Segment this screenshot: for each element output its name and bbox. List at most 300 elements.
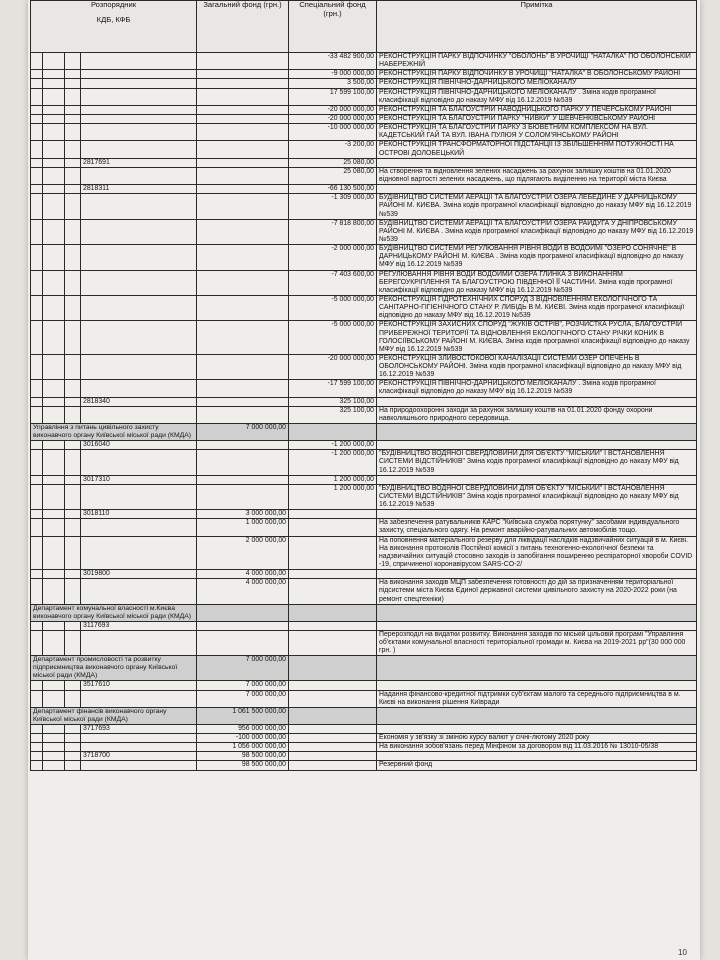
special-fund-amount: -5 000 000,00	[289, 295, 377, 320]
tree-cell-1	[31, 185, 43, 194]
tree-cell-1	[31, 194, 43, 219]
special-fund-amount: -20 000 000,00	[289, 105, 377, 114]
table-row	[31, 321, 697, 355]
tree-cell-1	[31, 295, 43, 320]
note-text	[377, 656, 697, 681]
tree-cell-2	[43, 630, 65, 655]
general-fund-amount: 3 000 000,00	[197, 510, 289, 519]
general-fund-amount: 7 000 000,00	[197, 424, 289, 441]
tree-cell-2	[43, 690, 65, 707]
tree-cell-3	[65, 158, 81, 167]
general-fund-amount	[197, 630, 289, 655]
note-text: РЕКОНСТРУКЦІЯ ПІВНІЧНО-ДАРНИЦЬКОГО МЕЛІОКАНАЛУ	[377, 79, 697, 88]
program-code: 3016040	[81, 441, 197, 450]
special-fund-amount	[289, 707, 377, 724]
tree-cell-2	[43, 510, 65, 519]
program-code	[81, 105, 197, 114]
tree-cell-3	[65, 219, 81, 244]
special-fund-amount: -20 000 000,00	[289, 114, 377, 123]
special-fund-amount: -33 482 900,00	[289, 53, 377, 70]
general-fund-amount	[197, 185, 289, 194]
tree-cell-1	[31, 354, 43, 379]
header-note: Примітка	[377, 1, 697, 53]
general-fund-amount	[197, 158, 289, 167]
program-code: 3018110	[81, 510, 197, 519]
tree-cell-2	[43, 724, 65, 733]
special-fund-amount	[289, 761, 377, 770]
program-code	[81, 270, 197, 295]
note-text: "БУДІВНИЦТВО ВОДЯНОЇ СВЕРДЛОВИНИ ДЛЯ ОБ'ЄКТУ "МІСЬКИЙ" І ВСТАНОВЛЕННЯ СИСТЕМИ ВІДСТІЙНИКІВ" Зміна кодів програмної класифікації відповідно до наказу МФУ від 16.12.2019 №539	[377, 484, 697, 509]
tree-cell-2	[43, 79, 65, 88]
program-code	[81, 630, 197, 655]
code-row	[31, 752, 697, 761]
table-row	[31, 743, 697, 752]
note-text: РЕКОНСТРУКЦІЯ ТРАНСФОРМАТОРНОЇ ПІДСТАНЦІЇ ІЗ ЗБІЛЬШЕННЯМ ПОТУЖНОСТІ НА ОСТРОВІ ДОЛОБЕЦЬКИЙ	[377, 141, 697, 158]
organization-name: Управління з питань цивільного захисту виконавчого органу Київської міської ради (КМДА)	[31, 424, 197, 441]
program-code: 3718700	[81, 752, 197, 761]
tree-cell-1	[31, 53, 43, 70]
note-text: На природоохоронні заходи за рахунок залишку коштів на 01.01.2020 фонду охорони навколишнього природного середовища.	[377, 406, 697, 423]
code-row	[31, 724, 697, 733]
tree-cell-3	[65, 79, 81, 88]
special-fund-amount	[289, 724, 377, 733]
program-code	[81, 88, 197, 105]
table-row	[31, 579, 697, 604]
tree-cell-3	[65, 141, 81, 158]
general-fund-amount: 7 000 000,00	[197, 656, 289, 681]
general-fund-amount	[197, 70, 289, 79]
program-code	[81, 194, 197, 219]
program-code	[81, 124, 197, 141]
special-fund-amount: -10 000 000,00	[289, 124, 377, 141]
general-fund-amount	[197, 167, 289, 184]
program-code	[81, 245, 197, 270]
note-text: Перерозподіл на видатки розвитку. Виконання заходів по міській цільовій програмі "Управління об'єктами комунальної власності територіальної громади м. Києва на 2019-2021 рр"(30 000 000 грн. )	[377, 630, 697, 655]
table-row	[31, 105, 697, 114]
tree-cell-3	[65, 270, 81, 295]
general-fund-amount: -100 000 000,00	[197, 733, 289, 742]
tree-cell-3	[65, 519, 81, 536]
program-code	[81, 70, 197, 79]
tree-cell-3	[65, 484, 81, 509]
program-code: 2818340	[81, 397, 197, 406]
special-fund-amount: -5 000 000,00	[289, 321, 377, 355]
general-fund-amount	[197, 53, 289, 70]
general-fund-amount	[197, 114, 289, 123]
tree-cell-2	[43, 733, 65, 742]
tree-cell-2	[43, 475, 65, 484]
code-row	[31, 621, 697, 630]
general-fund-amount	[197, 604, 289, 621]
general-fund-amount: 98 500 000,00	[197, 752, 289, 761]
tree-cell-3	[65, 690, 81, 707]
note-text: На створення та відновлення зелених насаджень за рахунок залишку коштів на 01.01.2020 відновної вартості зелених насаджень, що підлягають виділенню на території міста Києва	[377, 167, 697, 184]
tree-cell-1	[31, 167, 43, 184]
tree-cell-3	[65, 475, 81, 484]
special-fund-amount: 325 100,00	[289, 397, 377, 406]
special-fund-amount: -9 000 000,00	[289, 70, 377, 79]
program-code	[81, 733, 197, 742]
tree-cell-1	[31, 743, 43, 752]
header-cell-kfb	[31, 1, 197, 53]
tree-cell-2	[43, 621, 65, 630]
general-fund-amount: 4 000 000,00	[197, 570, 289, 579]
general-fund-amount: 1 056 000 000,00	[197, 743, 289, 752]
tree-cell-3	[65, 406, 81, 423]
tree-cell-3	[65, 124, 81, 141]
general-fund-amount	[197, 441, 289, 450]
note-text: На виконання зобов'язань перед Мінфіном за договором від 11.03.2016 № 13010-05/38	[377, 743, 697, 752]
organization-row	[31, 707, 697, 724]
table-row	[31, 167, 697, 184]
note-text: РЕКОНСТРУКЦІЯ ПІВНІЧНО-ДАРНИЦЬКОГО МЕЛІОКАНАЛУ . Зміна кодів програмної класифікації відповідно до наказу МФУ від 16.12.2019 №539	[377, 380, 697, 397]
note-text	[377, 185, 697, 194]
table-body	[31, 53, 697, 771]
program-code	[81, 114, 197, 123]
tree-cell-2	[43, 167, 65, 184]
program-code: 2818311	[81, 185, 197, 194]
table-row	[31, 380, 697, 397]
program-code	[81, 321, 197, 355]
tree-cell-3	[65, 450, 81, 475]
code-row	[31, 185, 697, 194]
note-text: РЕКОНСТРУКЦІЯ ПАРКУ ВІДПОЧИНКУ В УРОЧИЩІ "НАТАЛКА" В ОБОЛОНСЬКОМУ РАЙОНІ	[377, 70, 697, 79]
tree-cell-3	[65, 761, 81, 770]
note-text: На забезпечення ратувальників КАРС "Київська служба порятунку" засобами індивідуального захисту, спеціального одягу. На ремонт аварійно-ратувальних автомобілів тощо.	[377, 519, 697, 536]
tree-cell-2	[43, 245, 65, 270]
tree-cell-3	[65, 105, 81, 114]
general-fund-amount	[197, 105, 289, 114]
special-fund-amount	[289, 579, 377, 604]
tree-cell-3	[65, 70, 81, 79]
tree-cell-1	[31, 733, 43, 742]
tree-cell-1	[31, 158, 43, 167]
tree-cell-2	[43, 450, 65, 475]
tree-cell-3	[65, 88, 81, 105]
general-fund-amount	[197, 406, 289, 423]
tree-cell-1	[31, 141, 43, 158]
program-code	[81, 354, 197, 379]
tree-cell-3	[65, 510, 81, 519]
tree-cell-3	[65, 441, 81, 450]
tree-cell-2	[43, 185, 65, 194]
tree-cell-1	[31, 397, 43, 406]
tree-cell-2	[43, 70, 65, 79]
special-fund-amount	[289, 424, 377, 441]
general-fund-amount: 956 000 000,00	[197, 724, 289, 733]
note-text: РЕКОНСТРУКЦІЯ ЗЛИВОСТОКОВОЇ КАНАЛІЗАЦІЇ СИСТЕМИ ОЗЕР ОПЕЧЕНЬ В ОБОЛОНСЬКОМУ РАЙОНІ. Зміна кодів програмної класифікації відповідно до наказу МФУ від 16.12.2019 №539	[377, 354, 697, 379]
code-row	[31, 475, 697, 484]
tree-cell-1	[31, 70, 43, 79]
table-row	[31, 141, 697, 158]
program-code	[81, 219, 197, 244]
table-row	[31, 761, 697, 770]
organization-row	[31, 424, 697, 441]
header-special-fund: Спеціальний фонд (грн.)	[289, 1, 377, 53]
special-fund-amount: 3 500,00	[289, 79, 377, 88]
program-code	[81, 53, 197, 70]
general-fund-amount	[197, 219, 289, 244]
tree-cell-1	[31, 114, 43, 123]
program-code	[81, 450, 197, 475]
special-fund-amount	[289, 743, 377, 752]
special-fund-amount	[289, 656, 377, 681]
program-code	[81, 141, 197, 158]
tree-cell-1	[31, 105, 43, 114]
general-fund-amount: 1 061 500 000,00	[197, 707, 289, 724]
tree-cell-1	[31, 88, 43, 105]
general-fund-amount	[197, 484, 289, 509]
special-fund-amount: 325 100,00	[289, 406, 377, 423]
special-fund-amount: 17 599 100,00	[289, 88, 377, 105]
general-fund-amount	[197, 79, 289, 88]
program-code: 3717693	[81, 724, 197, 733]
code-row	[31, 510, 697, 519]
code-row	[31, 397, 697, 406]
program-code: 3019800	[81, 570, 197, 579]
note-text: Економія у зв'язку зі зміною курсу валют у січні-лютому 2020 року	[377, 733, 697, 742]
general-fund-amount	[197, 124, 289, 141]
special-fund-amount	[289, 621, 377, 630]
tree-cell-3	[65, 185, 81, 194]
tree-cell-1	[31, 441, 43, 450]
special-fund-amount	[289, 536, 377, 570]
note-text	[377, 158, 697, 167]
general-fund-amount	[197, 380, 289, 397]
general-fund-amount: 2 000 000,00	[197, 536, 289, 570]
special-fund-amount	[289, 570, 377, 579]
tree-cell-2	[43, 88, 65, 105]
tree-cell-3	[65, 114, 81, 123]
note-text: "БУДІВНИЦТВО ВОДЯНОЇ СВЕРДЛОВИНИ ДЛЯ ОБ'ЄКТУ "МІСЬКИЙ" І ВСТАНОВЛЕННЯ СИСТЕМИ ВІДСТІЙНИКІВ" Зміна кодів програмної класифікації відповідно до наказу МФУ від 16.12.2019 №539	[377, 450, 697, 475]
tree-cell-2	[43, 519, 65, 536]
organization-row	[31, 604, 697, 621]
note-text: РЕКОНСТРУКЦІЯ ПАРКУ ВІДПОЧИНКУ "ОБОЛОНЬ" В УРОЧИЩІ "НАТАЛКА" ПО ОБОЛОНСЬКІЙ НАБЕРЕЖНІЙ	[377, 53, 697, 70]
tree-cell-1	[31, 321, 43, 355]
table-row	[31, 79, 697, 88]
special-fund-amount: -66 130 500,00	[289, 185, 377, 194]
special-fund-amount: -3 200,00	[289, 141, 377, 158]
tree-cell-2	[43, 194, 65, 219]
tree-cell-2	[43, 406, 65, 423]
tree-cell-2	[43, 321, 65, 355]
special-fund-amount: -1 309 000,00	[289, 194, 377, 219]
general-fund-amount	[197, 450, 289, 475]
organization-name: Департамент комунальної власності м.Києва виконавчого органу Київської міської ради (КМДА)	[31, 604, 197, 621]
table-row	[31, 484, 697, 509]
table-row	[31, 354, 697, 379]
note-text: РЕКОНСТРУКЦІЯ ЗАХИСНИХ СПОРУД "ЖУКІВ ОСТРІВ", РОЗЧИСТКА РУСЛА, БЛАГОУСТРІЙ ПРИБЕРЕЖНОЇ ТЕРИТОРІЇ ТА ВІДНОВЛЕННЯ ЕКОЛОГІЧНОГО СТАНУ РІЧКИ КОНИК В ГОЛОСІЇВСЬКОМУ РАЙОНІ М. КИЄВА. Зміна кодів програмної класифікації відповідно до наказу МФУ від 16.12.2019 №539	[377, 321, 697, 355]
program-code	[81, 579, 197, 604]
tree-cell-2	[43, 114, 65, 123]
program-code	[81, 79, 197, 88]
tree-cell-3	[65, 295, 81, 320]
tree-cell-3	[65, 397, 81, 406]
tree-cell-1	[31, 124, 43, 141]
special-fund-amount: -1 200 000,00	[289, 441, 377, 450]
tree-cell-2	[43, 761, 65, 770]
general-fund-amount	[197, 621, 289, 630]
note-text: РЕКОНСТРУКЦІЯ ТА БЛАГОУСТРІЙ НАВОДНИЦЬКОГО ПАРКУ У ПЕЧЕРСЬКОМУ РАЙОНІ	[377, 105, 697, 114]
tree-cell-2	[43, 441, 65, 450]
tree-cell-1	[31, 245, 43, 270]
special-fund-amount: 1 200 000,00	[289, 484, 377, 509]
note-text	[377, 424, 697, 441]
table-row	[31, 124, 697, 141]
table-header	[31, 1, 697, 53]
table-row	[31, 406, 697, 423]
general-fund-amount	[197, 270, 289, 295]
tree-cell-2	[43, 141, 65, 158]
note-text	[377, 441, 697, 450]
special-fund-amount: 25 080,00	[289, 158, 377, 167]
tree-cell-3	[65, 630, 81, 655]
program-code	[81, 761, 197, 770]
tree-cell-3	[65, 743, 81, 752]
tree-cell-2	[43, 270, 65, 295]
note-text: БУДІВНИЦТВО СИСТЕМИ АЕРАЦІЇ ТА БЛАГОУСТРІЙ ОЗЕРА РАЙДУГА У ДНІПРОВСЬКОМУ РАЙОНІ М. КИЄВА . Зміна кодів програмної класифікації відповідно до наказу МФУ від 16.12.2019 №539	[377, 219, 697, 244]
header-rozporiadnyk: Розпорядник	[90, 0, 137, 9]
program-code	[81, 690, 197, 707]
general-fund-amount	[197, 141, 289, 158]
tree-cell-1	[31, 450, 43, 475]
tree-cell-3	[65, 321, 81, 355]
tree-cell-3	[65, 570, 81, 579]
tree-cell-3	[65, 579, 81, 604]
special-fund-amount: 25 080,00	[289, 167, 377, 184]
table-row	[31, 53, 697, 70]
tree-cell-2	[43, 570, 65, 579]
table-row	[31, 219, 697, 244]
tree-cell-3	[65, 245, 81, 270]
special-fund-amount	[289, 604, 377, 621]
tree-cell-2	[43, 295, 65, 320]
tree-cell-2	[43, 105, 65, 114]
tree-cell-1	[31, 406, 43, 423]
program-code	[81, 519, 197, 536]
tree-cell-2	[43, 536, 65, 570]
tree-cell-1	[31, 475, 43, 484]
tree-cell-2	[43, 124, 65, 141]
note-text	[377, 570, 697, 579]
tree-cell-1	[31, 536, 43, 570]
note-text: На поповнення матеріального резерву для ліквідації наслідків надзвичайних ситуацій в м. Києві. На виконання протоколів Постійної комісії з питань техногенно-екологічної безпеки та надзвичайних ситуацій стосовно заходів із запобігання поширенню респіраторної хвороби COVID -19, спричиненої коронавірусом SARS-CO-2/	[377, 536, 697, 570]
note-text	[377, 475, 697, 484]
tree-cell-2	[43, 752, 65, 761]
tree-cell-3	[65, 380, 81, 397]
general-fund-amount: 4 000 000,00	[197, 579, 289, 604]
special-fund-amount	[289, 510, 377, 519]
tree-cell-1	[31, 219, 43, 244]
tree-cell-3	[65, 167, 81, 184]
note-text: Резервний фонд	[377, 761, 697, 770]
table-row	[31, 88, 697, 105]
tree-cell-1	[31, 519, 43, 536]
tree-cell-3	[65, 752, 81, 761]
special-fund-amount: -7 403 600,00	[289, 270, 377, 295]
tree-cell-1	[31, 724, 43, 733]
tree-cell-3	[65, 733, 81, 742]
program-code: 2817691	[81, 158, 197, 167]
table-row	[31, 690, 697, 707]
tree-cell-3	[65, 621, 81, 630]
tree-cell-2	[43, 158, 65, 167]
table-row	[31, 450, 697, 475]
special-fund-amount: -7 818 800,00	[289, 219, 377, 244]
program-code	[81, 743, 197, 752]
tree-cell-1	[31, 484, 43, 509]
tree-cell-2	[43, 743, 65, 752]
general-fund-amount	[197, 321, 289, 355]
document-page	[28, 0, 700, 960]
tree-cell-1	[31, 79, 43, 88]
page-number: 10	[678, 948, 687, 957]
special-fund-amount: -1 200 000,00	[289, 450, 377, 475]
code-row	[31, 441, 697, 450]
note-text: РЕКОНСТРУКЦІЯ ТА БЛАГОУСТРІЙ ПАРКУ З БЮВЕТНИМ КОМПЛЕКСОМ НА ВУЛ. КАДЕТСЬКИЙ ГАЙ ТА ВУЛ. ІВАНА ПУЛЮЯ У СОЛОМ'ЯНСЬКОМУ РАЙОНІ	[377, 124, 697, 141]
note-text	[377, 752, 697, 761]
general-fund-amount	[197, 245, 289, 270]
code-row	[31, 570, 697, 579]
program-code	[81, 295, 197, 320]
program-code	[81, 380, 197, 397]
tree-cell-1	[31, 752, 43, 761]
tree-cell-1	[31, 681, 43, 690]
table-row	[31, 630, 697, 655]
note-text: РЕКОНСТРУКЦІЯ ГІДРОТЕХНІЧНИХ СПОРУД З ВІДНОВЛЕННЯМ ЕКОЛОГІЧНОГО ТА САНІТАРНО-ГІГІЄНІЧНОГО СТАНУ Р. ЛИБІДЬ В М. КИЄВІ. Зміна кодів програмної класифікації відповідно до наказу МФУ від 16.12.2019 №539	[377, 295, 697, 320]
header-general-fund: Загальний фонд (грн.)	[197, 1, 289, 53]
special-fund-amount	[289, 681, 377, 690]
tree-cell-1	[31, 690, 43, 707]
special-fund-amount: -2 000 000,00	[289, 245, 377, 270]
tree-cell-3	[65, 354, 81, 379]
header-kdb-kfb: КДБ, КФБ	[96, 14, 131, 24]
organization-name: Департамент промисловості та розвитку підприємництва виконавчого органу Київської міської ради (КМДА)	[31, 656, 197, 681]
note-text: РЕКОНСТРУКЦІЯ ПІВНІЧНО-ДАРНИЦЬКОГО МЕЛІОКАНАЛУ . Зміна кодів програмної класифікації відповідно до наказу МФУ від 16.12.2019 №539	[377, 88, 697, 105]
note-text	[377, 604, 697, 621]
general-fund-amount	[197, 295, 289, 320]
table-row	[31, 733, 697, 742]
general-fund-amount: 7 000 000,00	[197, 690, 289, 707]
tree-cell-2	[43, 579, 65, 604]
general-fund-amount	[197, 475, 289, 484]
tree-cell-2	[43, 53, 65, 70]
special-fund-amount	[289, 630, 377, 655]
tree-cell-1	[31, 621, 43, 630]
program-code	[81, 536, 197, 570]
note-text	[377, 621, 697, 630]
table-row	[31, 519, 697, 536]
note-text: РЕГУЛЮВАННЯ РІВНЯ ВОДИ ВОДОЙМИ ОЗЕРА ГЛИНКА З ВИКОНАННЯМ БЕРЕГОУКРІПЛЕННЯ ТА БЛАГОУСТРОЮ ПІВДЕННОЇ ЇЇ ЧАСТИНИ. Зміна кодів програмної класифікації відповідно до наказу МФУ від 16.12.2019 №539	[377, 270, 697, 295]
tree-cell-2	[43, 219, 65, 244]
code-row	[31, 681, 697, 690]
tree-cell-1	[31, 761, 43, 770]
note-text: На виконання заходів МЦП забезпечення готовності до дій за призначенням територіальної підсистеми міста Києва Єдиної державної системи цивільного захисту на 2020-2022 роки (на ремонт спецтехніки)	[377, 579, 697, 604]
tree-cell-1	[31, 510, 43, 519]
general-fund-amount	[197, 397, 289, 406]
note-text: БУДІВНИЦТВО СИСТЕМИ РЕГУЛЮВАННЯ РІВНЯ ВОДИ В ВОДОЙМІ "ОЗЕРО СОНЯЧНЕ" В ДАРНИЦЬКОМУ РАЙОНІ М. КИЄВА . Зміна кодів програмної класифікації відповідно до наказу МФУ від 16.12.2019 №539	[377, 245, 697, 270]
tree-cell-1	[31, 270, 43, 295]
special-fund-amount	[289, 519, 377, 536]
tree-cell-2	[43, 397, 65, 406]
code-row	[31, 158, 697, 167]
note-text	[377, 707, 697, 724]
tree-cell-2	[43, 484, 65, 509]
special-fund-amount	[289, 690, 377, 707]
tree-cell-1	[31, 630, 43, 655]
general-fund-amount: 7 000 000,00	[197, 681, 289, 690]
note-text: Надання фінансово-кредитної підтримки суб'єктам малого та середнього підприємництва в м. Києві на виконання рішення Київради	[377, 690, 697, 707]
